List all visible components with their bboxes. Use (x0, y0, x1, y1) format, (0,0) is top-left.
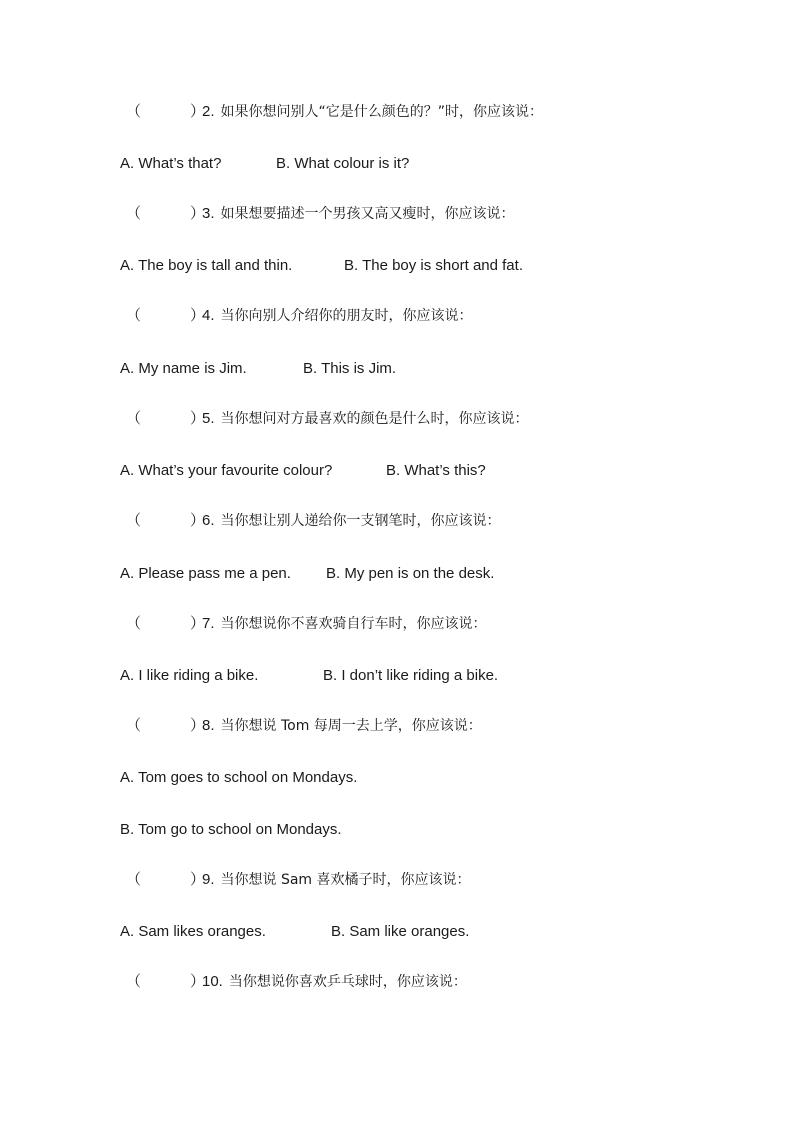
option-b: B. What’s this? (386, 462, 486, 479)
answer-paren-open: （ (126, 205, 142, 222)
question-prompt: 当你想说你喜欢乒乓球时，你应该说： (228, 974, 467, 990)
answer-paren-open: （ (126, 307, 142, 324)
question-8 (120, 716, 482, 736)
option-b: B. What colour is it? (276, 155, 410, 172)
question-prompt: 如果你想问别人“它是什么颜色的？”时，你应该说： (220, 104, 544, 120)
question-4 (120, 306, 473, 326)
answer-paren-close: ） (190, 410, 206, 427)
question-prompt: 当你想说你不喜欢骑自行车时，你应该说： (220, 616, 487, 632)
option-a: A. What’s your favourite colour? (120, 462, 333, 479)
answer-paren-open: （ (126, 615, 142, 632)
answer-paren-close: ） (190, 512, 206, 529)
answer-paren-close: ） (190, 615, 206, 632)
question-7 (120, 614, 487, 634)
options-4 (120, 359, 397, 379)
question-2 (120, 102, 543, 122)
question-number: 6. (202, 512, 215, 529)
question-prompt: 如果想要描述一个男孩又高又瘦时，你应该说： (220, 206, 515, 222)
question-prompt: 当你想让别人递给你一支钢笔时，你应该说： (220, 513, 501, 529)
option-b: B. Sam like oranges. (331, 923, 470, 940)
question-number: 10. (202, 973, 223, 990)
answer-paren-open: （ (126, 512, 142, 529)
question-number: 7. (202, 615, 215, 632)
question-5 (120, 409, 529, 429)
question-number: 3. (202, 205, 215, 222)
answer-paren-open: （ (126, 717, 142, 734)
option-a: A. Please pass me a pen. (120, 565, 291, 582)
option-a: A. Tom goes to school on Mondays. (120, 769, 358, 786)
question-number: 9. (202, 871, 215, 888)
options-5 (120, 461, 486, 481)
option-b: B. My pen is on the desk. (326, 565, 495, 582)
question-prompt: 当你向别人介绍你的朋友时，你应该说： (220, 308, 473, 324)
question-10 (120, 972, 467, 992)
options-7 (120, 666, 499, 686)
answer-paren-close: ） (190, 307, 206, 324)
answer-paren-open: （ (126, 103, 142, 120)
question-number: 8. (202, 717, 215, 734)
question-number: 4. (202, 307, 215, 324)
answer-paren-close: ） (190, 973, 206, 990)
option-a: A. I like riding a bike. (120, 667, 259, 684)
answer-paren-close: ） (190, 103, 206, 120)
option-a: A. My name is Jim. (120, 360, 247, 377)
question-6 (120, 511, 501, 531)
option-a: A. Sam likes oranges. (120, 923, 266, 940)
answer-paren-close: ） (190, 717, 206, 734)
options-3 (120, 256, 523, 276)
option-a-8 (120, 768, 357, 788)
option-a: A. What’s that? (120, 155, 222, 172)
option-a: A. The boy is tall and thin. (120, 257, 293, 274)
question-3 (120, 204, 515, 224)
options-2 (120, 154, 410, 174)
option-b: B. This is Jim. (303, 360, 397, 377)
options-9 (120, 922, 470, 942)
answer-paren-open: （ (126, 871, 142, 888)
answer-paren-close: ） (190, 871, 206, 888)
question-prompt: 当你想问对方最喜欢的颜色是什么时，你应该说： (220, 411, 529, 427)
option-b: B. Tom go to school on Mondays. (120, 821, 342, 838)
question-9 (120, 870, 471, 890)
question-number: 2. (202, 103, 215, 120)
question-prompt: 当你想说 Tom 每周一去上学，你应该说： (220, 718, 482, 734)
answer-paren-open: （ (126, 973, 142, 990)
option-b: B. The boy is short and fat. (344, 257, 523, 274)
option-b-8 (120, 820, 342, 840)
answer-paren-close: ） (190, 205, 206, 222)
options-6 (120, 564, 495, 584)
answer-paren-open: （ (126, 410, 142, 427)
question-number: 5. (202, 410, 215, 427)
option-b: B. I don’t like riding a bike. (323, 667, 499, 684)
question-prompt: 当你想说 Sam 喜欢橘子时，你应该说： (220, 872, 471, 888)
